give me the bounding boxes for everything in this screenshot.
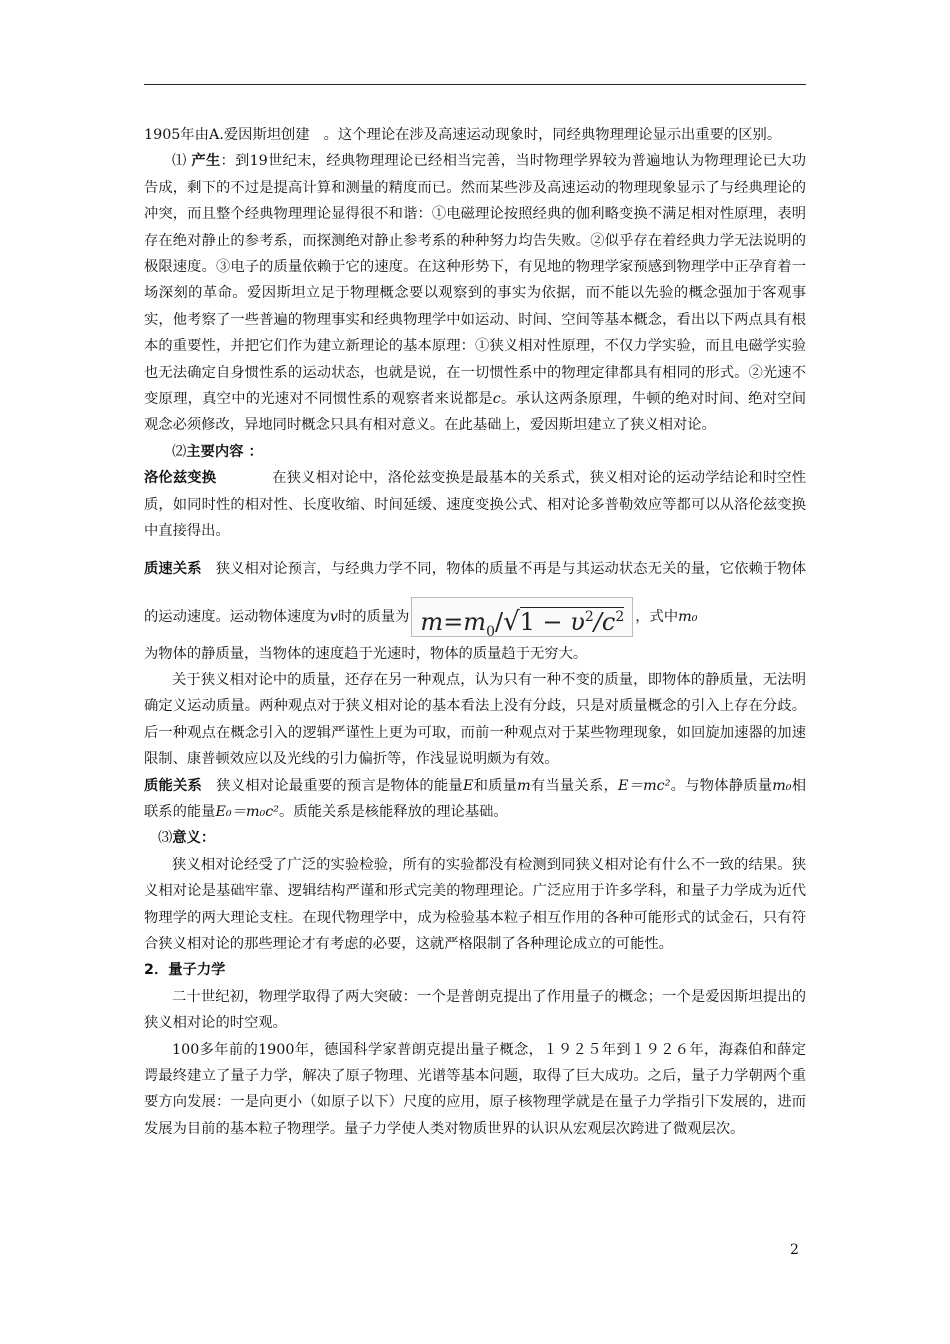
header-rule [144,84,806,85]
v-symbol: v [329,608,338,625]
second-view-paragraph [144,667,806,773]
mass-energy-text-c: 有当量关系， [530,777,618,794]
second-view-text: 关于狭义相对论中的质量，还存在另一种观点，认为只有一种不变的质量，即物体的静质量，无法明确定义运动质量。两种观点对于狭义相对论的基本看法上没有分歧，只是对质量概念的引入上存在分歧。后一种观点在概念引入的逻辑严谨性上更为可取，而前一种观点对于某些物理现象，如回旋加速器的加速限制、康普顿效应以及光线的引力偏折等，作浅显说明颇为有效。 [144,671,806,768]
mass-energy-text: 狭义相对论最重要的预言是物体的能量 [216,777,463,794]
meaning-heading-line [144,825,806,851]
lorentz-text: 在狭义相对论中，洛伦兹变换是最基本的关系式，狭义相对论的运动学结论和时空性质，如同时性的相对性、长度收缩、时间延缓、速度变换公式、相对论多普勒效应等都可以从洛伦兹变换中直接得出。 [144,470,807,540]
mass-velocity-paragraph [144,545,806,641]
intro-text-end: 。这个理论在涉及高速运动现象时，同经典物理理论显示出重要的区别。 [323,127,782,143]
mass-formula-image [411,597,633,640]
formula-part: = [443,607,464,636]
mass-energy-text-d: 。与物体静质量 [670,777,773,794]
mass-velocity-heading: 质速关系 [144,560,202,577]
meaning-paragraph [144,852,806,958]
mass-velocity-text-c: ，式中 [635,608,679,625]
origin-paragraph [144,148,806,438]
formula-part: 2 [615,608,625,625]
quantum-paragraph-2: 100多年前的1900年，德国科学家普朗克提出量子概念，１９２５年到１９２６年，海森伯和薛定谔最终建立了量子力学，解决了原子物理、光谱等基本问题，取得了巨大成功。之后，量子力学朝两个重要方向发展：一是向更小（如原子以下）尺度的应用，原子核物理学就是在量子力学指引下发展的，进而发展为目前的基本粒子物理学。量子力学使人类对物质世界的认识从宏观层次跨进了微观层次。 [144,1041,806,1137]
formula-part: / [494,607,504,636]
formula-part: 2 [584,608,594,625]
energy-equation: E＝mc² [617,777,671,794]
intro-paragraph [144,122,806,148]
mass-energy-paragraph [144,773,806,826]
meaning-heading: 意义： [172,830,216,847]
E-symbol: E [462,777,474,794]
c-symbol: c [492,391,501,408]
rest-energy-equation: E₀＝m₀c² [215,803,279,820]
quantum-heading: 2．量子力学 [144,962,226,979]
mass-energy-heading: 质能关系 [144,777,203,794]
m-symbol: m [517,777,531,794]
section-number: ⑶ [158,830,173,847]
formula-part: m [420,607,444,636]
content-heading: 主要内容 ： [186,443,263,460]
formula-part: √ [503,606,520,637]
document-body [144,122,806,1142]
formula-part: /c [593,607,616,636]
formula-radicand [520,607,625,636]
origin-text: ：到19世纪末，经典物理理论已经相当完善，当时物理学界较为普遍地认为物理理论已大功告成，剩下的不过是提高计算和测量的精度而已。然而某些涉及高速运动的物理现象显示了与经典理论的冲突，而且整个经典物理理论显得很不和谐：①电磁理论按照经典的伽利略变换不满足相对性原理，表明存在绝对静止的参考系，而探测绝对静止参考系的种种努力均告失败。②似乎存在着经典力学无法说明的极限速度。③电子的质量依赖于它的速度。在这种形势下，有见地的物理学家预感到物理学中正孕育着一场深刻的革命。爱因斯坦立足于物理概念要以观察到的事实为依据，而不能以先验的概念强加于客观事实，他考察了一些普遍的物理事实和经典物理学中如运动、时间、空间等基本概念，看出以下两点具有根本的重要性，并把它们作为建立新理论的基本原理：①狭义相对性原理，不仅力学实验，而且电磁学实验也无法确定自身惯性系的运动状态，也就是说，在一切惯性系中的物理定律都具有相同的形式。②光速不变原理，真空中的光速对不同惯性系的观察者来说都是 [144,153,807,408]
m0-symbol: m₀ [772,777,792,794]
quantum-paragraph-1: 二十世纪初，物理学取得了两大突破：一个是普朗克提出了作用量子的概念；一个是爱因斯坦提出的狭义相对论的时空观。 [144,988,806,1032]
formula-part: 0 [486,623,495,640]
mass-energy-text-b: 和质量 [473,777,518,794]
formula-part: 1 − [519,607,571,636]
intro-text: 1905年由A.爱因斯坦创建 [144,127,310,143]
mass-velocity-text: 狭义相对论预言，与经典力学不同，物体的质量不再是与其运动状态无关的量，它依赖于物体的运动速度。运动物体速度为 [144,560,807,625]
mass-energy-text-e: 相联系的能量 [144,777,807,820]
origin-heading: 产生 [191,153,221,170]
page-number: 2 [790,1242,799,1258]
formula-part: υ [570,607,585,636]
content-heading-line [144,439,806,465]
lorentz-paragraph [144,465,806,544]
section-number: ⑵ [172,443,187,460]
section-number: ⑴ [172,153,187,170]
mass-energy-text-f: 。质能关系是核能释放的理论基础。 [278,803,508,820]
formula-part: m [463,607,487,636]
lorentz-heading: 洛伦兹变换 [144,470,217,487]
m0-symbol: m₀ [678,608,698,625]
origin-text-end: 。承认这两条原理，牛顿的绝对时间、绝对空间观念必须修改，异地同时概念只具有相对意义。在此基础上，爱因斯坦建立了狭义相对论。 [144,391,807,434]
mass-velocity-paragraph-end [144,641,806,667]
meaning-text: 狭义相对论经受了广泛的实验检验，所有的实验都没有检测到同狭义相对论有什么不一致的结果。狭义相对论是基础牢靠、逻辑结构严谨和形式完美的物理理论。广泛应用于许多学科，和量子力学成为近代物理学的两大理论支柱。在现代物理学中，成为检验基本粒子相互作用的各种可能形式的试金石，只有符合狭义相对论的那些理论才有考虑的必要，这就严格限制了各种理论成立的可能性。 [144,856,806,952]
mass-velocity-text-b: 时的质量为 [337,608,410,625]
mass-velocity-text-d: 为物体的静质量，当物体的速度趋于光速时，物体的质量趋于无穷大。 [144,645,588,662]
